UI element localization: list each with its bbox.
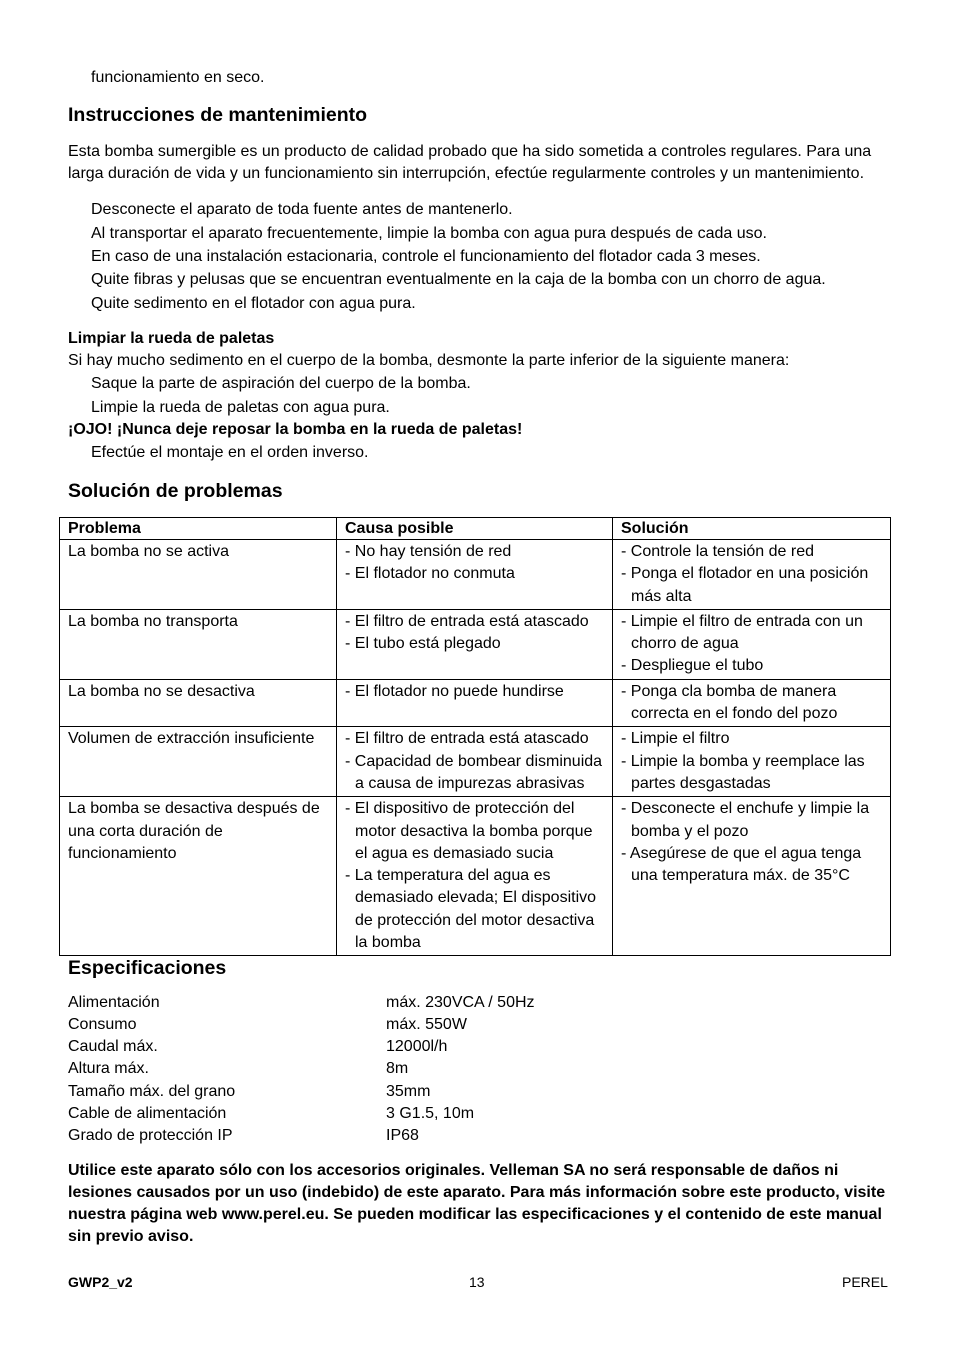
solution-text: - Limpie el filtro — [621, 730, 730, 748]
spec-label: Alimentación — [68, 994, 160, 1011]
spec-label: Consumo — [68, 1016, 137, 1033]
solution-text: - Asegúrese de que el agua tenga una temperatura máx. de 35°C — [621, 844, 862, 885]
cause-text: - El tubo está plegado — [345, 635, 501, 653]
spec-row — [68, 994, 768, 1016]
cause-text: - El flotador no puede hundirse — [345, 682, 564, 700]
maintenance-item: Quite sedimento en el flotador con agua pura. — [91, 295, 416, 312]
maintenance-item: Quite fibras y pelusas que se encuentran eventualmente en la caja de la bomba con un chorro de agua. — [91, 271, 826, 288]
spec-row — [68, 1127, 768, 1149]
table-row — [60, 727, 891, 797]
spec-row — [68, 1016, 768, 1038]
table-row — [60, 540, 891, 610]
cause-text: - El filtro de entrada está atascado — [345, 730, 589, 748]
disclaimer-line: lesiones causados por un uso (indebido) de este aparato. Para más información sobre este producto, visite — [68, 1184, 886, 1201]
troubleshooting-table — [59, 517, 891, 956]
footer-page-number: 13 — [469, 1274, 485, 1290]
spec-value: 35mm — [386, 1083, 431, 1100]
spec-value: 8m — [386, 1060, 409, 1077]
solution-text: - Desconecte el enchufe y limpie la bomba y el pozo — [621, 800, 870, 840]
impeller-step: Saque la parte de aspiración del cuerpo de la bomba. — [91, 375, 471, 392]
spec-label: Cable de alimentación — [68, 1105, 227, 1122]
disclaimer-line: Utilice este aparato sólo con los accesorios originales. Velleman SA no será responsable de daños ni — [68, 1162, 839, 1179]
cause-text: - El flotador no conmuta — [345, 565, 515, 583]
problem-cell — [60, 727, 337, 797]
impeller-final-step: Efectúe el montaje en el orden inverso. — [91, 444, 369, 461]
maintenance-intro-line-1: Esta bomba sumergible es un producto de calidad probado que ha sido sometida a controles regulares. Para una — [68, 143, 872, 160]
cause-text: - No hay tensión de red — [345, 543, 512, 560]
spec-label: Caudal máx. — [68, 1038, 158, 1055]
footer-brand: PEREL — [842, 1274, 888, 1290]
solution-cell — [613, 540, 891, 610]
cause-text: - Capacidad de bombear disminuida a causa de impurezas abrasivas — [345, 752, 603, 792]
column-header-problem: Problema — [60, 518, 337, 540]
column-header-solution: Solución — [613, 518, 891, 540]
solution-text: - Limpie el filtro de entrada con un chorro de agua — [621, 612, 863, 653]
spec-label: Grado de protección IP — [68, 1127, 233, 1144]
spec-row — [68, 1060, 768, 1082]
spec-label: Tamaño máx. del grano — [68, 1083, 236, 1100]
problem-cell — [60, 609, 337, 679]
cause-cell — [337, 797, 613, 956]
table-row — [60, 609, 891, 679]
impeller-intro: Si hay mucho sedimento en el cuerpo de la bomba, desmonte la parte inferior de la siguiente manera: — [68, 352, 790, 369]
footer-model: GWP2_v2 — [68, 1274, 133, 1290]
spec-value: IP68 — [386, 1127, 419, 1144]
problem-cell — [60, 679, 337, 727]
solution-text: - Controle la tensión de red — [621, 543, 814, 560]
spec-row — [68, 1083, 768, 1105]
spec-value: máx. 550W — [386, 1016, 467, 1033]
solution-text: - Ponga el flotador en una posición más alta — [621, 565, 869, 605]
problem-text: Volumen de extracción insuficiente — [68, 730, 315, 748]
cause-cell — [337, 609, 613, 679]
spec-label: Altura máx. — [68, 1060, 149, 1077]
problem-text: La bomba no se desactiva — [68, 682, 255, 700]
table-row — [60, 679, 891, 727]
specs-heading: Especificaciones — [68, 957, 227, 979]
cause-cell — [337, 727, 613, 797]
spec-row — [68, 1038, 768, 1060]
solution-cell — [613, 797, 891, 956]
cause-text: - El filtro de entrada está atascado — [345, 612, 589, 630]
disclaimer-line: sin previo aviso. — [68, 1228, 194, 1245]
problem-text: una corta duración de — [68, 822, 223, 840]
solution-text: - Limpie la bomba y reemplace las partes desgastadas — [621, 752, 865, 792]
disclaimer-line: nuestra página web www.perel.eu. Se pueden modificar las especificaciones y el contenido de este manual — [68, 1206, 882, 1223]
solution-text: - Ponga cla bomba de manera correcta en el fondo del pozo — [621, 682, 838, 723]
problem-text: La bomba no transporta — [68, 612, 238, 630]
impeller-heading: Limpiar la rueda de paletas — [68, 330, 275, 347]
spec-row — [68, 1105, 768, 1127]
maintenance-item: Al transportar el aparato frecuentemente, limpie la bomba con agua pura después de cada uso. — [91, 225, 767, 242]
maintenance-item: En caso de una instalación estacionaria, controle el funcionamiento del flotador cada 3 meses. — [91, 248, 761, 265]
problem-cell — [60, 797, 337, 956]
cause-text: - El dispositivo de protección del motor desactiva la bomba porque el agua es demasiado sucia — [345, 800, 593, 862]
impeller-step: Limpie la rueda de paletas con agua pura. — [91, 399, 390, 416]
maintenance-heading: Instrucciones de mantenimiento — [68, 104, 368, 126]
problem-text: funcionamiento — [68, 844, 177, 862]
problem-cell — [60, 540, 337, 610]
spec-value: 12000l/h — [386, 1038, 448, 1055]
maintenance-intro-line-2: larga duración de vida y un funcionamiento sin interrupción, efectúe regularmente controles y un mantenimiento. — [68, 165, 865, 182]
solution-text: - Despliegue el tubo — [621, 657, 764, 675]
troubleshooting-heading: Solución de problemas — [68, 480, 283, 502]
cause-cell — [337, 679, 613, 727]
impeller-warning: ¡OJO! ¡Nunca deje reposar la bomba en la rueda de paletas! — [68, 421, 523, 438]
spec-value: 3 G1.5, 10m — [386, 1105, 475, 1122]
table-row — [60, 797, 891, 956]
solution-cell — [613, 727, 891, 797]
spec-value: máx. 230VCA / 50Hz — [386, 994, 535, 1011]
cause-cell — [337, 540, 613, 610]
maintenance-item: Desconecte el aparato de toda fuente antes de mantenerlo. — [91, 201, 513, 218]
solution-cell — [613, 679, 891, 727]
cause-text: - La temperatura del agua es demasiado elevada; El dispositivo de protección del motor desactiva la bomba — [345, 867, 597, 952]
problem-text: La bomba se desactiva después de — [68, 800, 320, 818]
solution-cell — [613, 609, 891, 679]
column-header-cause: Causa posible — [337, 518, 613, 540]
problem-text: La bomba no se activa — [68, 543, 229, 560]
table-header-row — [60, 518, 891, 540]
continuation-text: funcionamiento en seco. — [91, 69, 265, 86]
